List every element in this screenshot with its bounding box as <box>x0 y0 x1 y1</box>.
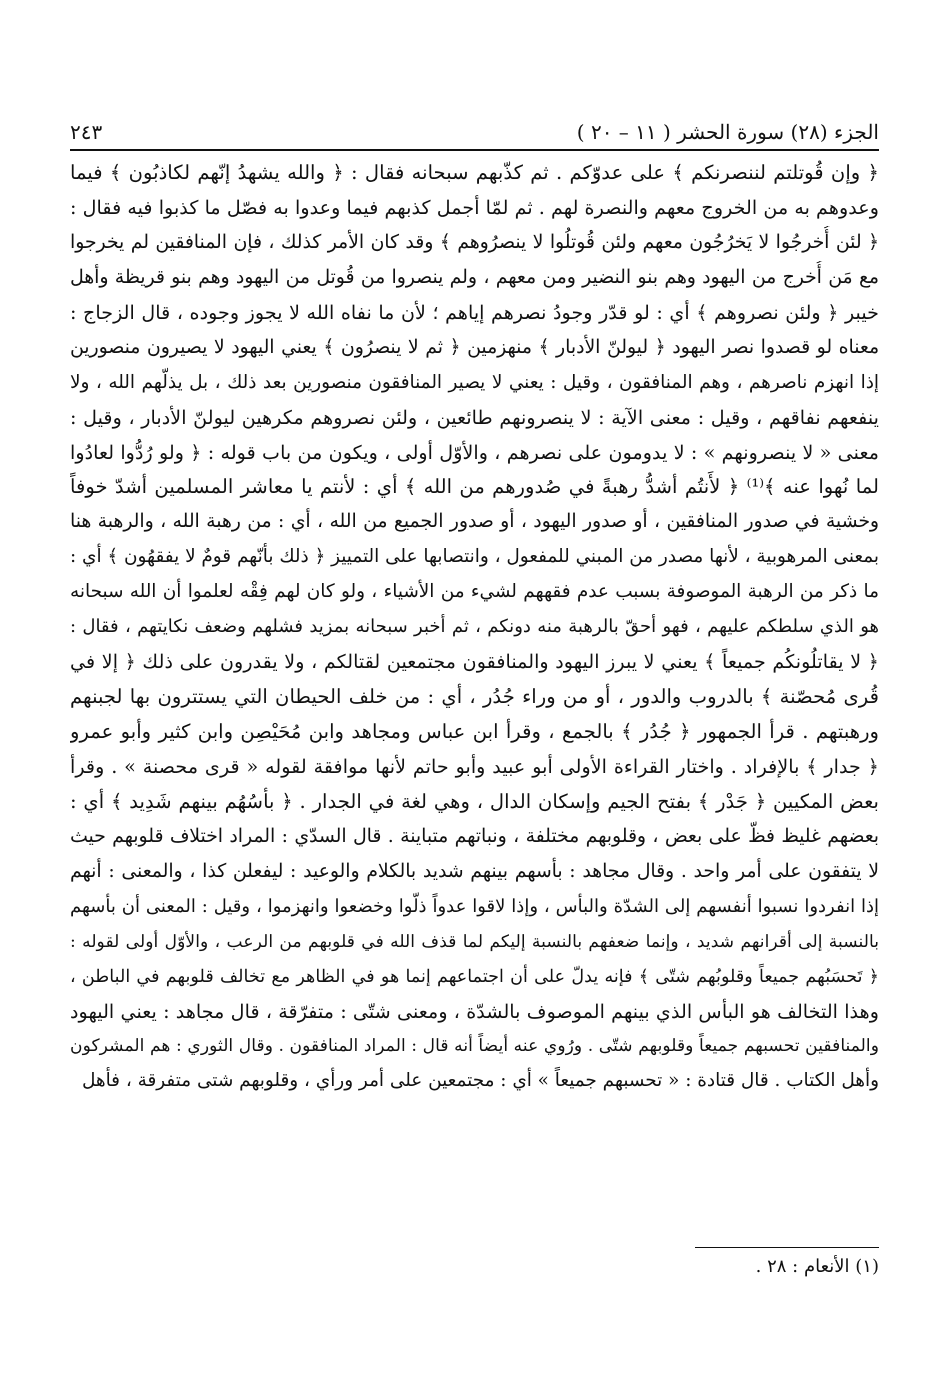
text-line: خيبر ﴿ ولئن نصروهم ﴾ أي : لو قدّر وجودُ نصرهم إياهم ؛ لأن ما نفاه الله لا يجوز وجوده ، قال الزجاج : <box>70 300 879 324</box>
text-line: معنى « لا ينصرونهم » : لا يدومون على نصرهم ، والأوّل أولى ، ويكون من باب قوله : ﴿ ولو رُدُّوا لعادُوا <box>70 440 879 464</box>
footnote: (١) الأنعام : ٢٨ . <box>755 1256 879 1277</box>
text-line: بعض المكيين ﴿ جَدْر ﴾ بفتح الجيم وإسكان الدال ، وهي لغة في الجدار . ﴿ بأسُهُم بينهم شَدِيد ﴾ أي : <box>70 789 879 813</box>
text-line: وهذا التخالف هو البأس الذي بينهم الموصوف بالشدّة ، ومعنى شتّى : متفرّقة ، قال مجاهد : يعني اليهود <box>70 999 879 1023</box>
text-line: ورهبتهم . قرأ الجمهور ﴿ جُدُر ﴾ بالجمع ، وقرأ ابن عباس ومجاهد وابن مُحَيْصِن وابن كثير وأبو عمرو <box>70 720 879 743</box>
text-line: وخشية في صدور المنافقين ، أو صدور اليهود ، أو صدور الجميع من الله ، أي : من رهبة الله ، والرهبة هنا <box>70 511 879 533</box>
text-line: إذا انهزم ناصرهم ، وهم المنافقون ، وقيل : يعني لا يصير المنافقون منصورين بعد ذلك ، بل يذلّهم الله ، ولا <box>70 371 879 393</box>
header-title: الجزء (٢٨) سورة الحشر ( ١١ – ٢٠ ) <box>576 120 879 144</box>
text-line: والمنافقين تحسبهم جميعاً وقلوبهم شتّى . ورُوي عنه أيضاً أنه قال : المراد المنافقون . وقال الثوري : هم المشركون <box>70 1036 879 1057</box>
running-header <box>70 116 879 148</box>
text-line: إذا انفردوا نسبوا أنفسهم إلى الشدّة والبأس ، وإذا لاقوا عدواً ذلّوا وخضعوا وانهزموا ، وقيل : المعنى أن بأسهم <box>70 895 879 917</box>
text-line: لما نُهوا عنه ﴾⁽¹⁾ ﴿ لأَنتُم أشدُّ رهبةً في صُدورهم من الله ﴾ أي : لأنتم يا معاشر المسلمين أشدّ خوفاً <box>70 475 879 499</box>
page-number: ٢٤٣ <box>70 120 103 144</box>
text-line: ﴿ وإن قُوتلتم لننصرنكم ﴾ على عدوّكم . ثم كذّبهم سبحانه فقال : ﴿ والله يشهدُ إنّهم لكاذبُون ﴾ فيما <box>70 161 879 184</box>
text-line: لا يتفقون على أمر واحد . وقال مجاهد : بأسهم بينهم شديد بالكلام والوعيد : ليفعلن كذا ، والمعنى : أنهم <box>70 860 879 882</box>
header-rule <box>70 149 879 151</box>
text-line: ﴿ لا يقاتلُونكُم جميعاً ﴾ يعني لا يبرز اليهود والمنافقون مجتمعين لقتالكم ، ولا يقدرون على ذلك ﴿ إلا في <box>70 650 879 674</box>
text-line: مع مَن أُخرج من اليهود وهم بنو النضير ومن معهم ، ولم ينصروا من قُوتل من اليهود وهم بنو قريظة وأهل <box>70 266 879 288</box>
text-line: ﴿ لئن أُخرجُوا لا يَخرُجُون معهم ولئن قُوتلُوا لا ينصرُوهم ﴾ وقد كان الأمر كذلك ، فإن المنافقين لم يخرجوا <box>70 231 879 253</box>
text-line: وعدوهم به من الخروج معهم والنصرة لهم . ثم لمّا أجمل كذبهم فيما وعدوا به فصّل ما كذبوا فيه فقال : <box>70 195 879 219</box>
text-line: ينفعهم نفاقهم ، وقيل : معنى الآية : لا ينصرونهم طائعين ، ولئن نصروهم مكرهين ليولنّ الأدبار ، وقيل : <box>70 405 879 429</box>
text-line: هو الذي سلطكم عليهم ، فهو أحقّ بالرهبة منه دونكم ، ثم أخبر سبحانه بمزيد فشلهم وضعف نكايتهم ، فقال : <box>70 616 879 638</box>
main-text <box>70 156 879 1099</box>
text-line: معناه لو قصدوا نصر اليهود ﴿ ليولنّ الأدبار ﴾ منهزمين ﴿ ثم لا ينصرُون ﴾ يعني اليهود لا يصيرون منصورين <box>70 336 879 358</box>
text-line: بمعنى المرهوبية ، لأنها مصدر من المبني للمفعول ، وانتصابها على التمييز ﴿ ذلك بأنّهم قومٌ لا يفقهُون ﴾ أي : <box>70 546 879 568</box>
text-line: بعضهم غليظ فظّ على بعض ، وقلوبهم مختلفة ، ونباتهم متباينة . قال السدّي : المراد اختلاف قلوبهم حيث <box>70 825 879 847</box>
text-line: ﴿ جدار ﴾ بالإفراد . واختار القراءة الأولى أبو عبيد وأبو حاتم لأنها موافقة لقوله « قرى محصنة » . وقرأ <box>70 754 879 778</box>
text-line: ما ذكر من الرهبة الموصوفة بسبب عدم فقههم لشيء من الأشياء ، ولو كان لهم فِقْه لعلموا أن الله سبحانه <box>70 581 879 603</box>
text-line: بالنسبة إلى أقرانهم شديد ، وإنما ضعفهم بالنسبة إليكم لما قذف الله في قلوبهم من الرعب ، والأوّل أولى لقوله : <box>70 931 879 952</box>
text-line: قُرى مُحصّنة ﴾ بالدروب والدور ، أو من وراء جُدُر ، أي : من خلف الحيطان التي يستترون بها لجبنهم <box>70 685 879 709</box>
text-line: وأهل الكتاب . قال قتادة : « تحسبهم جميعاً » أي : مجتمعين على أمر ورأي ، وقلوبهم شتى متفرقة ، فأهل <box>81 1070 879 1092</box>
footnote-rule <box>695 1247 879 1248</box>
text-line: ﴿ تَحسَبُهم جميعاً وقلوبُهم شتّى ﴾ فإنه يدلّ على أن اجتماعهم إنما هو في الظاهر مع تخالف قلوبهم في الباطن ، <box>70 966 879 987</box>
